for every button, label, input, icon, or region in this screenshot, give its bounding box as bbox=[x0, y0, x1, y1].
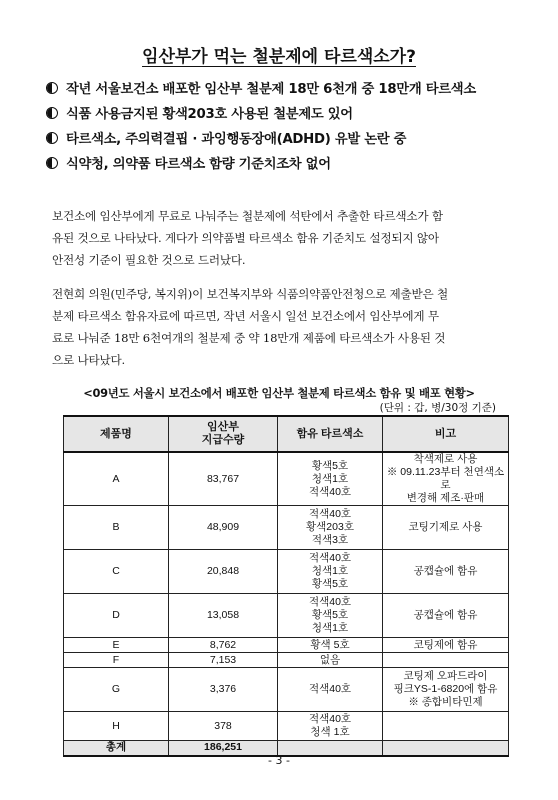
pigment-cell: 적색40호 청색1호 황색5호 bbox=[278, 550, 383, 594]
header-pigments: 함유 타르색소 bbox=[278, 416, 383, 452]
pigment-cell: 없음 bbox=[278, 653, 383, 668]
summary-bullets bbox=[46, 75, 476, 175]
product-cell: F bbox=[64, 653, 169, 668]
product-cell: B bbox=[64, 506, 169, 550]
header-quantity: 임산부 지급수량 bbox=[169, 416, 278, 452]
pigment-cell: 적색40호 황색5호 청색1호 bbox=[278, 594, 383, 638]
quantity-cell: 83,767 bbox=[169, 452, 278, 506]
table-row bbox=[64, 550, 509, 594]
product-cell: E bbox=[64, 638, 169, 653]
table-body bbox=[64, 452, 509, 756]
distribution-table bbox=[63, 415, 509, 757]
product-cell: G bbox=[64, 668, 169, 712]
pigment-cell: 황색5호 청색1호 적색40호 bbox=[278, 452, 383, 506]
total-quantity: 186,251 bbox=[169, 741, 278, 756]
note-cell: 공캡슐에 함유 bbox=[383, 594, 509, 638]
summary-bullet: 식약청, 의약품 타르색소 함량 기준치조차 없어 bbox=[46, 150, 476, 175]
body-paragraph-2: 전현희 의원(민주당, 복지위)이 보건복지부와 식품의약품안전청으로 제출받은 철 분제 타르색소 함유자료에 따르면, 작년 서울시 일선 보건소에서 임산부에게 무 료로 나눠준 18만 6천여개의 철분제 중 약 18만개 제품에 타르색소가 사용된 것 으로 나타났다. bbox=[52, 287, 449, 367]
product-cell: D bbox=[64, 594, 169, 638]
header-product: 제품명 bbox=[64, 416, 169, 452]
table-row bbox=[64, 638, 509, 653]
table-row bbox=[64, 653, 509, 668]
summary-bullet: 타르색소, 주의력결핍 · 과잉행동장애(ADHD) 유발 논란 중 bbox=[46, 125, 476, 150]
note-cell: 코팅제에 함유 bbox=[383, 638, 509, 653]
quantity-cell: 13,058 bbox=[169, 594, 278, 638]
quantity-cell: 3,376 bbox=[169, 668, 278, 712]
note-cell: 코팅제 오파드라이 핑크YS-1-6820에 함유 ※ 종합비타민제 bbox=[383, 668, 509, 712]
document-title: 임산부가 먹는 철분제에 타르색소가? bbox=[142, 47, 416, 67]
unit-note: (단위 : 갑, 병/30정 기준) bbox=[379, 402, 496, 414]
half-circle-bullet-icon bbox=[46, 157, 58, 169]
table-row bbox=[64, 594, 509, 638]
product-cell: A bbox=[64, 452, 169, 506]
table-row bbox=[64, 668, 509, 712]
quantity-cell: 8,762 bbox=[169, 638, 278, 653]
note-cell bbox=[383, 653, 509, 668]
pigment-cell: 적색40호 bbox=[278, 668, 383, 712]
quantity-cell: 7,153 bbox=[169, 653, 278, 668]
pigment-cell: 황색 5호 bbox=[278, 638, 383, 653]
half-circle-bullet-icon bbox=[46, 107, 58, 119]
table-row bbox=[64, 506, 509, 550]
table-row bbox=[64, 452, 509, 506]
table-caption: <09년도 서울시 보건소에서 배포한 임산부 철분제 타르색소 함유 및 배포 현황> bbox=[83, 386, 475, 400]
total-label: 총계 bbox=[64, 741, 169, 756]
product-cell: H bbox=[64, 712, 169, 741]
body-paragraph-1: 보건소에 임산부에게 무료로 나눠주는 철분제에 석탄에서 추출한 타르색소가 함 유된 것으로 나타났다. 게다가 의약품별 타르색소 함유 기준치도 설정되지 않아 안전성 기준이 필요한 것으로 드러났다. bbox=[52, 209, 443, 267]
quantity-cell: 20,848 bbox=[169, 550, 278, 594]
table-header-row bbox=[64, 416, 509, 452]
header-note: 비고 bbox=[383, 416, 509, 452]
half-circle-bullet-icon bbox=[46, 132, 58, 144]
pigment-cell: 적색40호 청색 1호 bbox=[278, 712, 383, 741]
pigment-cell: 적색40호 황색203호 적색3호 bbox=[278, 506, 383, 550]
quantity-cell: 48,909 bbox=[169, 506, 278, 550]
product-cell: C bbox=[64, 550, 169, 594]
summary-bullet: 작년 서울보건소 배포한 임산부 철분제 18만 6천개 중 18만개 타르색소 bbox=[46, 75, 476, 100]
note-cell: 착색제로 사용 ※ 09.11.23부터 천연색소로 변경해 제조·판매 bbox=[383, 452, 509, 506]
half-circle-bullet-icon bbox=[46, 82, 58, 94]
note-cell: 코팅기제로 사용 bbox=[383, 506, 509, 550]
summary-bullet: 식품 사용금지된 황색203호 사용된 철분제도 있어 bbox=[46, 100, 476, 125]
table-row bbox=[64, 712, 509, 741]
note-cell: 공캡슐에 함유 bbox=[383, 550, 509, 594]
page-number: - 3 - bbox=[268, 754, 290, 767]
quantity-cell: 378 bbox=[169, 712, 278, 741]
note-cell bbox=[383, 712, 509, 741]
